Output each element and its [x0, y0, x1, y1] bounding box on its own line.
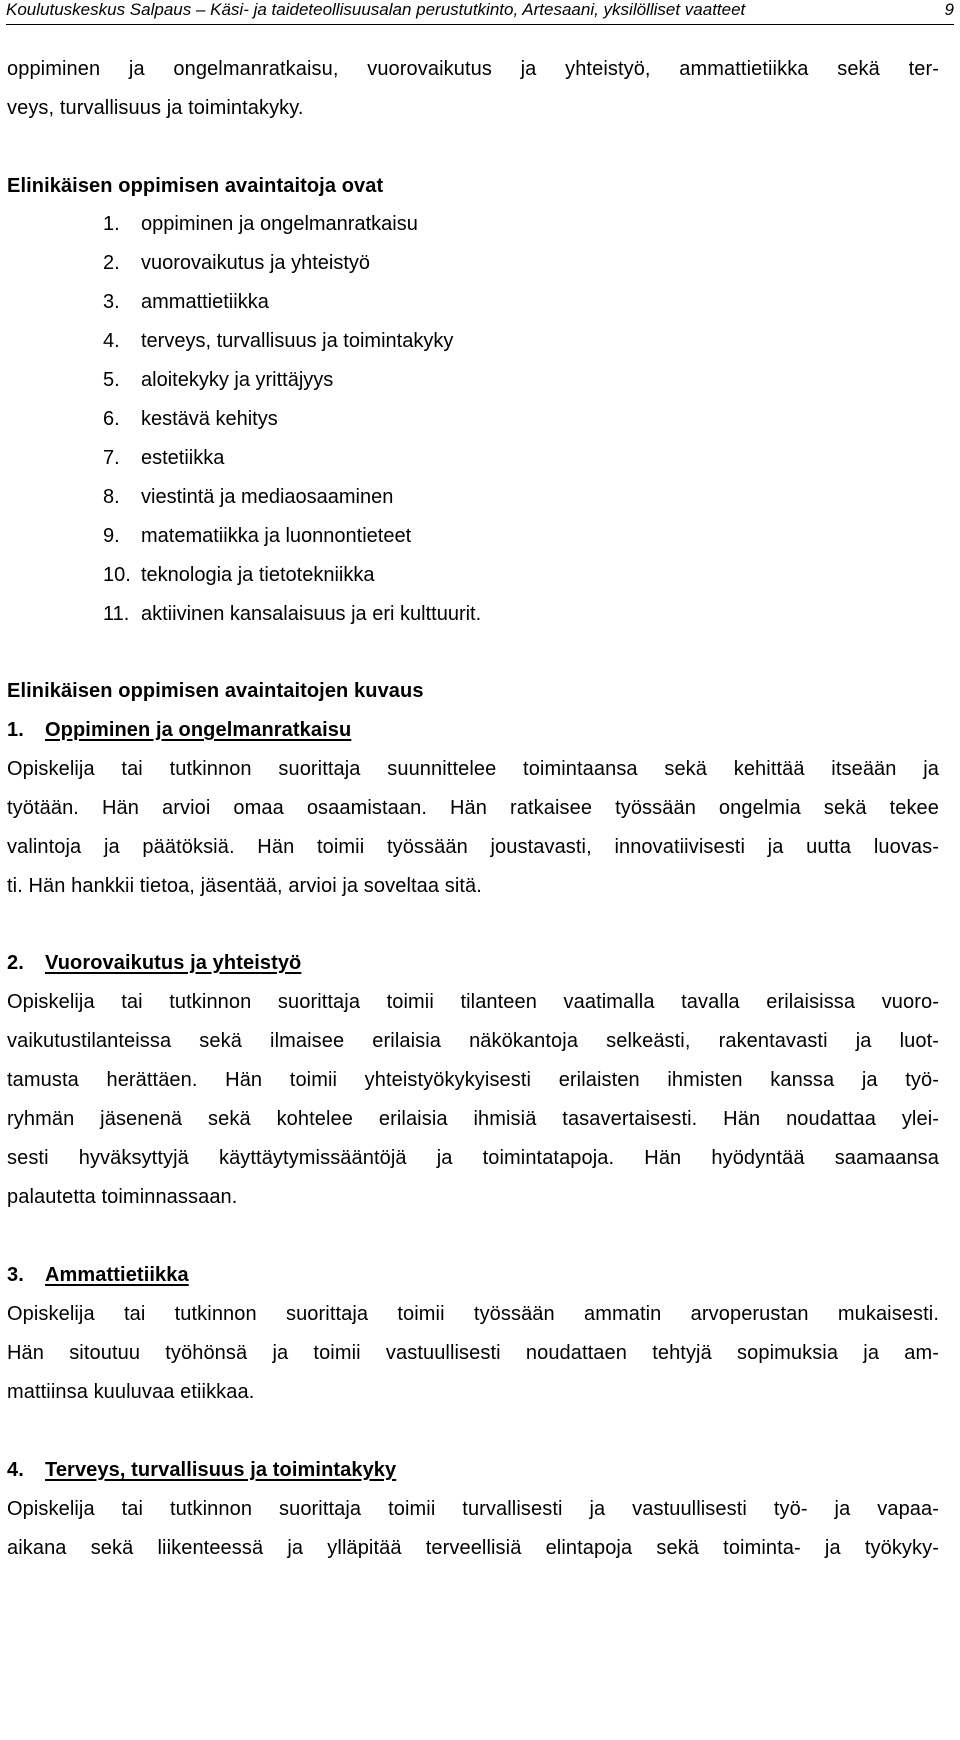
list-item — [103, 252, 370, 275]
paragraph-line: Opiskelija tai tutkinnon suorittaja suunnittelee toimintaansa sekä kehittää itseään ja — [7, 758, 939, 780]
list-item — [103, 564, 374, 587]
section-title: Ammattietiikka — [45, 1264, 189, 1286]
section-heading — [7, 1459, 396, 1482]
list-item-number: 8. — [103, 486, 120, 508]
key-skills-heading: Elinikäisen oppimisen avaintaitoja ovat — [7, 175, 384, 197]
paragraph-line: vaikutustilanteissa sekä ilmaisee erilaisia näkökantoja selkeästi, rakentavasti ja luot- — [7, 1030, 939, 1052]
section-number: 1. — [7, 719, 24, 741]
list-item — [103, 369, 333, 392]
list-item — [103, 447, 224, 470]
paragraph-line: palautetta toiminnassaan. — [7, 1186, 238, 1208]
descriptions-heading: Elinikäisen oppimisen avaintaitojen kuvaus — [7, 680, 424, 702]
section-heading — [7, 952, 301, 975]
intro-line-2: veys, turvallisuus ja toimintakyky. — [7, 97, 304, 119]
list-item-number: 9. — [103, 525, 120, 547]
paragraph-line: mattiinsa kuuluvaa etiikkaa. — [7, 1381, 255, 1403]
paragraph-line: Hän sitoutuu työhönsä ja toimii vastuullisesti noudattaen tehtyjä sopimuksia ja am- — [7, 1342, 939, 1364]
running-header — [6, 0, 954, 25]
section-title: Oppiminen ja ongelmanratkaisu — [45, 719, 352, 741]
section-number: 4. — [7, 1459, 24, 1481]
paragraph-line: tamusta herättäen. Hän toimii yhteistyökykyisesti erilaisten ihmisten kanssa ja työ- — [7, 1069, 939, 1091]
paragraph-line: valintoja ja päätöksiä. Hän toimii työssään joustavasti, innovatiivisesti ja uutta luovas- — [7, 836, 939, 858]
list-item — [103, 408, 278, 431]
list-item-label: ammattietiikka — [141, 291, 269, 313]
section-number: 3. — [7, 1264, 24, 1286]
page-number: 9 — [944, 0, 954, 19]
list-item-number: 10. — [103, 564, 131, 586]
list-item-number: 3. — [103, 291, 120, 313]
paragraph-line: ti. Hän hankkii tietoa, jäsentää, arvioi ja soveltaa sitä. — [7, 875, 482, 897]
list-item-label: aktiivinen kansalaisuus ja eri kulttuurit. — [141, 603, 482, 625]
paragraph-line: Opiskelija tai tutkinnon suorittaja toimii turvallisesti ja vastuullisesti työ- ja vapaa- — [7, 1498, 939, 1520]
section-heading — [7, 1264, 189, 1287]
list-item — [103, 525, 411, 548]
list-item-label: kestävä kehitys — [141, 408, 278, 430]
list-item-label: teknologia ja tietotekniikka — [141, 564, 375, 586]
paragraph-line: työtään. Hän arvioi omaa osaamistaan. Hän ratkaisee työssään ongelmia sekä tekee — [7, 797, 939, 819]
list-item-number: 7. — [103, 447, 120, 469]
paragraph-line: aikana sekä liikenteessä ja ylläpitää terveellisiä elintapoja sekä toiminta- ja työkyky- — [7, 1537, 939, 1559]
list-item-number: 4. — [103, 330, 120, 352]
section-title: Terveys, turvallisuus ja toimintakyky — [45, 1459, 397, 1481]
list-item-label: matematiikka ja luonnontieteet — [141, 525, 412, 547]
list-item-label: vuorovaikutus ja yhteistyö — [141, 252, 371, 274]
section-title: Vuorovaikutus ja yhteistyö — [45, 952, 302, 974]
paragraph-line: Opiskelija tai tutkinnon suorittaja toimii työssään ammatin arvoperustan mukaisesti. — [7, 1303, 939, 1325]
section-heading — [7, 719, 351, 742]
paragraph-line: Opiskelija tai tutkinnon suorittaja toimii tilanteen vaatimalla tavalla erilaisissa vuoro- — [7, 991, 939, 1013]
list-item-label: oppiminen ja ongelmanratkaisu — [141, 213, 418, 235]
paragraph-line: ryhmän jäsenenä sekä kohtelee erilaisia ihmisiä tasavertaisesti. Hän noudattaa ylei- — [7, 1108, 939, 1130]
intro-line-1: oppiminen ja ongelmanratkaisu, vuorovaikutus ja yhteistyö, ammattietiikka sekä ter- — [7, 58, 939, 80]
list-item-label: terveys, turvallisuus ja toimintakyky — [141, 330, 454, 352]
list-item — [103, 291, 269, 314]
list-item-number: 5. — [103, 369, 120, 391]
list-item-label: viestintä ja mediaosaaminen — [141, 486, 394, 508]
paragraph-line: sesti hyväksyttyjä käyttäytymissääntöjä ja toimintatapoja. Hän hyödyntää saamaansa — [7, 1147, 939, 1169]
list-item — [103, 486, 393, 509]
header-title: Koulutuskeskus Salpaus – Käsi- ja taideteollisuusalan perustutkinto, Artesaani, yksilölliset vaatteet — [6, 0, 746, 19]
list-item — [103, 330, 453, 353]
list-item-number: 1. — [103, 213, 120, 235]
list-item — [103, 213, 418, 236]
list-item-label: aloitekyky ja yrittäjyys — [141, 369, 334, 391]
section-number: 2. — [7, 952, 24, 974]
list-item-number: 6. — [103, 408, 120, 430]
list-item — [103, 603, 481, 626]
list-item-label: estetiikka — [141, 447, 225, 469]
list-item-number: 2. — [103, 252, 120, 274]
list-item-number: 11. — [103, 603, 130, 625]
